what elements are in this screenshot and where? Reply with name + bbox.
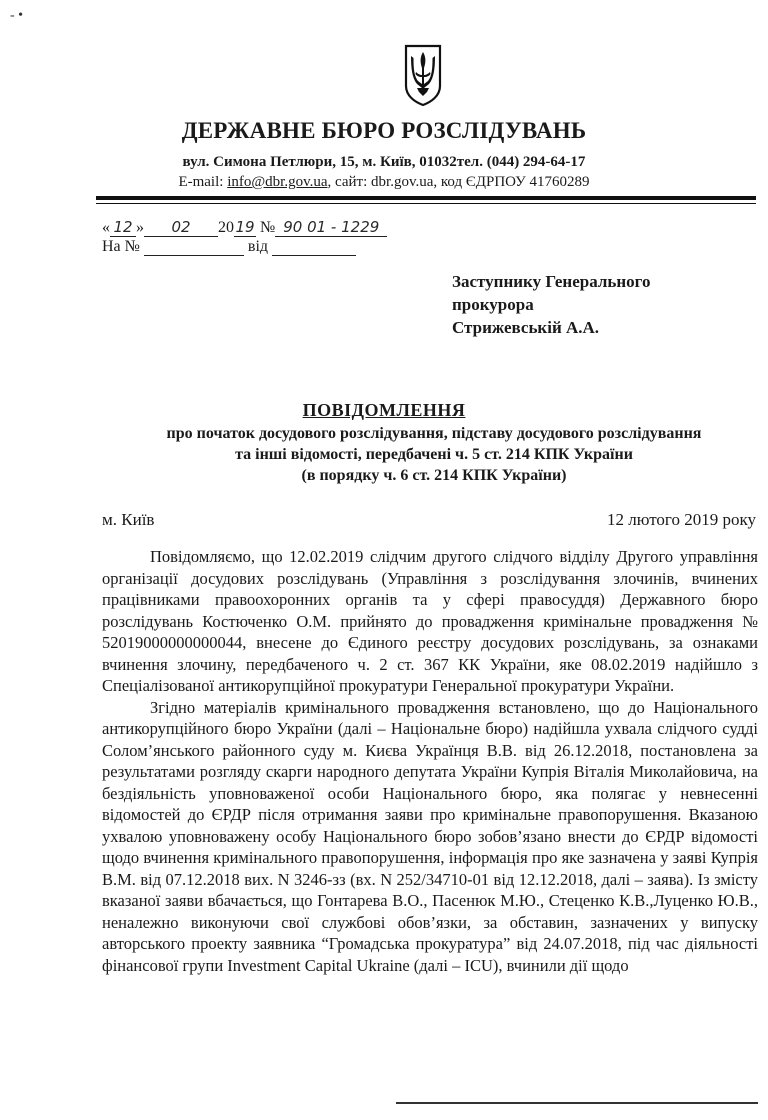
document-date: 12 лютого 2019 року bbox=[607, 510, 756, 529]
notice-subtitle bbox=[100, 423, 768, 486]
notice-subtitle-line-3: (в порядку ч. 6 ст. 214 КПК України) bbox=[301, 467, 567, 484]
scan-mark: - • bbox=[10, 8, 24, 23]
reference-number-blank bbox=[144, 239, 244, 256]
reference-date-blank bbox=[272, 239, 356, 256]
registration-year-suffix: 19 bbox=[235, 218, 255, 236]
ukraine-trident-emblem-icon bbox=[403, 44, 443, 106]
notice-subtitle-line-2: та інші відомості, передбачені ч. 5 ст. 214 КПК України bbox=[235, 446, 633, 463]
close-quote: » bbox=[136, 219, 144, 236]
registration-number-line bbox=[102, 218, 387, 237]
contacts-rest: , сайт: dbr.gov.ua, код ЄДРПОУ 41760289 bbox=[327, 174, 590, 190]
reference-from-label: від bbox=[247, 238, 269, 255]
registration-number: 90 01 - 1229 bbox=[275, 218, 387, 237]
addressee-line-3: Стрижевській А.А. bbox=[452, 318, 600, 337]
organization-address: вул. Симона Петлюри, 15, м. Київ, 01032тел. (044) 294-64-17 bbox=[182, 154, 586, 170]
email-link[interactable]: info@dbr.gov.ua bbox=[227, 174, 328, 190]
addressee-block bbox=[452, 270, 752, 339]
registration-number-label: № bbox=[260, 219, 276, 236]
email-label: E-mail: bbox=[178, 174, 228, 190]
document-place: м. Київ bbox=[102, 510, 155, 529]
organization-name: ДЕРЖАВНЕ БЮРО РОЗСЛІДУВАНЬ bbox=[181, 118, 587, 143]
addressee-line-2: прокурора bbox=[452, 295, 534, 314]
open-quote: « bbox=[102, 219, 110, 236]
page-bottom-rule bbox=[396, 1102, 758, 1104]
reference-number-label: На № bbox=[102, 238, 140, 255]
header-divider-thin bbox=[96, 203, 756, 204]
registration-year-prefix: 20 bbox=[218, 219, 234, 236]
body-paragraph-1: Повідомляємо, що 12.02.2019 слідчим другого слідчого відділу Другого управління організації досудових розслідувань (Управління з розслідування злочинів, вчинених працівниками правоохоронних органів та у сфері правосуддя) Державного бюро розслідувань Костюченко О.М. прийнято до провадження кримінальне провадження № 52019000000000044, внесене до Єдиного реєстру досудових розслідувань, за ознаками вчинення злочину, передбаченого ч. 2 ст. 367 КК України, яке 08.02.2019 надійшло з Спеціалізованої антикорупційної прокуратури Генеральної прокуратури України. bbox=[102, 547, 758, 695]
addressee-line-1: Заступнику Генерального bbox=[452, 272, 651, 291]
organization-contacts bbox=[0, 174, 768, 191]
registration-month: 02 bbox=[144, 218, 218, 237]
header-divider-thick bbox=[96, 196, 756, 200]
notice-title: ПОВІДОМЛЕННЯ bbox=[302, 400, 466, 420]
document-body bbox=[102, 546, 758, 976]
body-paragraph-2: Згідно матеріалів кримінального провадження встановлено, що до Національного антикорупційного бюро України (далі – Національне бюро) надійшла ухвала слідчого судді Солом’янського районного суду м. Києва Українця В.В. від 26.12.2018, постановлена за результатами розгляду скарги народного депутата України Купрія Віталія Миколайовича, на бездіяльність уповноваженої особи Національного бюро, яка полягає у невнесенні відомостей до ЄРДР після отримання заяви про кримінальне правопорушення. Вказаною ухвалою уповноважену особу Національного бюро зобов’язано внести до ЄРДР відомості щодо вчинення кримінального правопорушення, інформація про яке зазначена у заяві Купрія В.М. від 07.12.2018 вих. N 3246-зз (вх. N 252/34710-01 від 12.12.2018, далі – заява). Із змісту вказаної заяви вбачається, що Гонтарева В.О., Пасенюк М.Ю., Стеценко К.В.,Луценко Ю.В., неналежно виконуючи свої службові обов’язки, за обставин, зазначених у випуску авторського проекту заявника “Громадська прокуратура” від 24.07.2018, під час діяльності фінансової групи Investment Capital Ukraine (далі – ICU), вчинили дії щодо bbox=[102, 697, 758, 975]
notice-subtitle-line-1: про початок досудового розслідування, підставу досудового розслідування bbox=[166, 425, 702, 442]
registration-day: 12 bbox=[110, 218, 136, 237]
reference-number-line bbox=[102, 238, 356, 256]
